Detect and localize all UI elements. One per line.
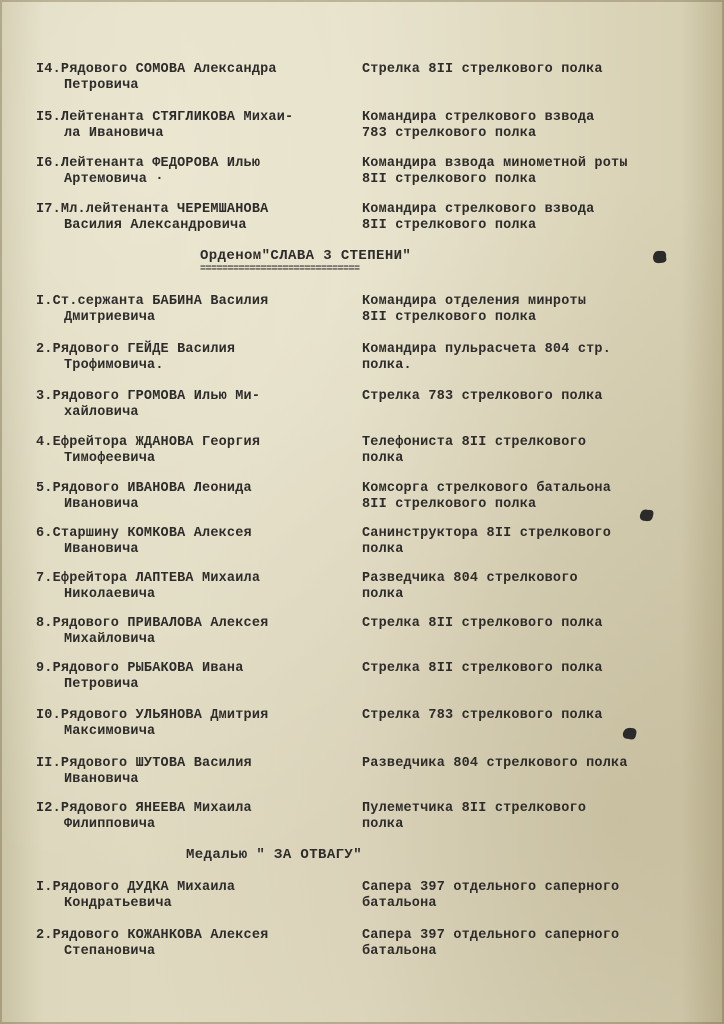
recipient-name: 8.Рядового ПРИВАЛОВА Алексея Михайловича <box>36 616 269 647</box>
section-heading-glory-order: Орденом"СЛАВА 3 СТЕПЕНИ" <box>200 248 412 264</box>
section-heading-bravery-medal: Медалью " ЗА ОТВАГУ" <box>186 847 363 863</box>
recipient-name: I5.Лейтенанта СТЯГЛИКОВА Михаи- ла Ивановича <box>36 110 294 141</box>
recipient-position: Стрелка 783 стрелкового полка <box>362 708 603 723</box>
recipient-position: Командира стрелкового взвода 8II стрелкового полка <box>362 202 595 233</box>
recipient-name: I7.Мл.лейтенанта ЧЕРЕМШАНОВА Василия Александровича <box>36 202 269 233</box>
recipient-name: 9.Рядового РЫБАКОВА Ивана Петровича <box>36 661 244 692</box>
recipient-name: 5.Рядового ИВАНОВА Леонида Ивановича <box>36 481 252 512</box>
ink-blot-icon <box>620 724 640 744</box>
recipient-position: Стрелка 8II стрелкового полка <box>362 62 603 77</box>
ink-blot-icon <box>650 248 670 266</box>
recipient-name: II.Рядового ШУТОВА Василия Ивановича <box>36 756 252 787</box>
recipient-position: Пулеметчика 8II стрелкового полка <box>362 801 587 832</box>
recipient-name: 2.Рядового КОЖАНКОВА Алексея Степановича <box>36 928 269 959</box>
recipient-position: Разведчика 804 стрелкового полка <box>362 571 578 602</box>
recipient-name: 6.Старшину КОМКОВА Алексея Ивановича <box>36 526 252 557</box>
recipient-name: I0.Рядового УЛЬЯНОВА Дмитрия Максимовича <box>36 708 269 739</box>
ink-blot-icon <box>636 505 658 525</box>
recipient-position: Стрелка 8II стрелкового полка <box>362 661 603 676</box>
recipient-position: Разведчика 804 стрелкового полка <box>362 756 628 771</box>
recipient-name: I.Ст.сержанта БАБИНА Василия Дмитриевича <box>36 294 269 325</box>
recipient-name: I4.Рядового СОМОВА Александра Петровича <box>36 62 277 93</box>
recipient-position: Телефониста 8II стрелкового полка <box>362 435 587 466</box>
recipient-position: Стрелка 783 стрелкового полка <box>362 389 603 404</box>
recipient-position: Стрелка 8II стрелкового полка <box>362 616 603 631</box>
recipient-name: 3.Рядового ГРОМОВА Илью Ми- хайловича <box>36 389 261 420</box>
recipient-position: Комсорга стрелкового батальона 8II стрелкового полка <box>362 481 612 512</box>
recipient-name: I6.Лейтенанта ФЕДОРОВА Илью Артемовича · <box>36 156 261 187</box>
recipient-position: Сапера 397 отдельного саперного батальона <box>362 928 620 959</box>
recipient-position: Сапера 397 отдельного саперного батальона <box>362 880 620 911</box>
recipient-position: Командира отделения минроты 8II стрелкового полка <box>362 294 587 325</box>
recipient-position: Командира пульрасчета 804 стр. полка. <box>362 342 612 373</box>
recipient-name: 4.Ефрейтора ЖДАНОВА Георгия Тимофеевича <box>36 435 261 466</box>
recipient-position: Командира взвода минометной роты 8II стрелкового полка <box>362 156 628 187</box>
recipient-position: Санинструктора 8II стрелкового полка <box>362 526 612 557</box>
recipient-name: 2.Рядового ГЕЙДЕ Василия Трофимовича. <box>36 342 236 373</box>
recipient-name: 7.Ефрейтора ЛАПТЕВА Михаила Николаевича <box>36 571 261 602</box>
heading-underline: ============================= <box>200 264 360 275</box>
recipient-name: I.Рядового ДУДКА Михаила Кондратьевича <box>36 880 236 911</box>
recipient-position: Командира стрелкового взвода 783 стрелкового полка <box>362 110 595 141</box>
recipient-name: I2.Рядового ЯНЕЕВА Михаила Филипповича <box>36 801 252 832</box>
